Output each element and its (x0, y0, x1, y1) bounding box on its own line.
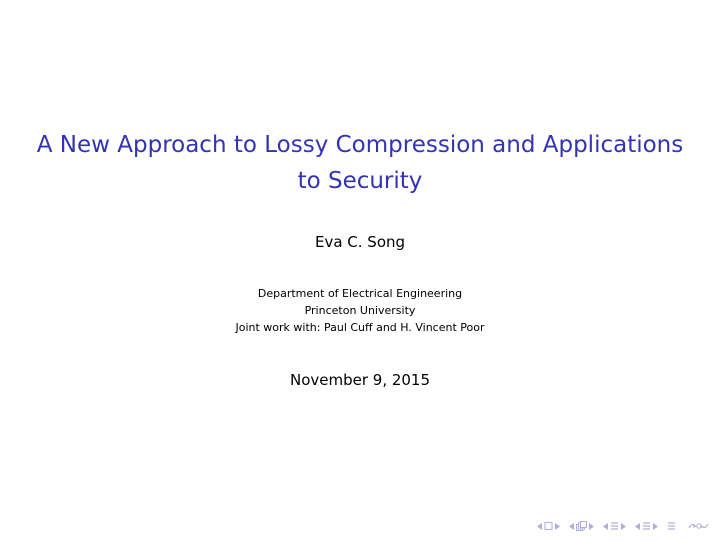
nav-right-arrow-icon[interactable] (555, 523, 560, 530)
institute-line-collaborators: Joint work with: Paul Cuff and H. Vincent Poor (235, 321, 485, 334)
institute-line-department: Department of Electrical Engineering (257, 287, 463, 300)
search-icon[interactable] (688, 521, 710, 531)
section-icon (610, 521, 619, 531)
slide-author: Eva C. Song (314, 233, 406, 251)
slide-title-line-2: to Security (297, 168, 423, 195)
nav-search[interactable] (688, 521, 710, 531)
nav-presentation[interactable] (635, 521, 658, 531)
frame-icon (544, 521, 553, 531)
nav-appendix[interactable] (667, 521, 676, 531)
nav-left-arrow-icon[interactable] (635, 523, 640, 530)
nav-left-arrow-icon[interactable] (603, 523, 608, 530)
nav-frame[interactable] (537, 521, 560, 531)
slide-date: November 9, 2015 (289, 371, 431, 389)
nav-right-arrow-icon[interactable] (621, 523, 626, 530)
nav-left-arrow-icon[interactable] (569, 523, 574, 530)
nav-section[interactable] (603, 521, 626, 531)
slide-title (20, 127, 700, 199)
slide-institute (0, 285, 720, 336)
beamer-navigation-bar (528, 519, 710, 533)
subsection-icon (576, 521, 587, 531)
nav-left-arrow-icon[interactable] (537, 523, 542, 530)
nav-subsection[interactable] (569, 521, 594, 531)
nav-right-arrow-icon[interactable] (589, 523, 594, 530)
appendix-icon[interactable] (667, 521, 676, 531)
nav-right-arrow-icon[interactable] (653, 523, 658, 530)
slide-title-line-1: A New Approach to Lossy Compression and Applications (36, 132, 684, 159)
presentation-icon (642, 521, 651, 531)
institute-line-university: Princeton University (304, 304, 416, 317)
